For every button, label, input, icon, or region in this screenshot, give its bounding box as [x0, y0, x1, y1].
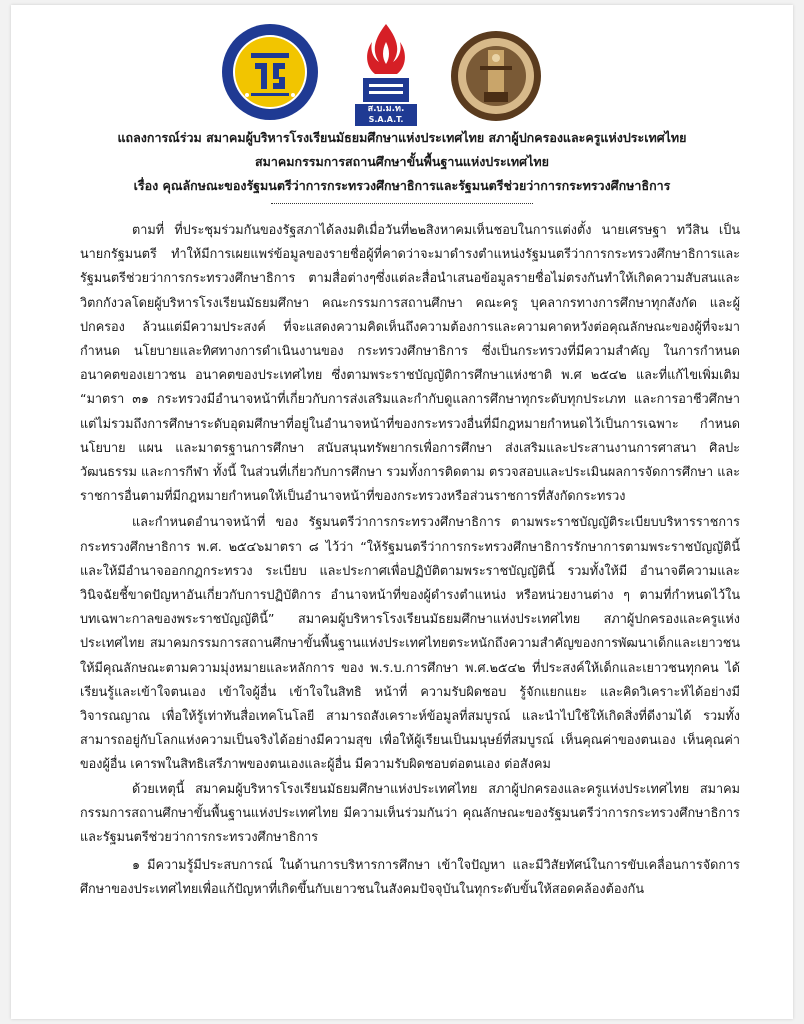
saat-thai-abbr: ส.บ.ม.ท. — [367, 104, 405, 114]
logo-row — [11, 20, 793, 130]
header-line-1: แถลงการณ์ร่วม สมาคมผู้บริหารโรงเรียนมัธยมศึกษาแห่งประเทศไทย สภาผู้ปกครองและครูแห่งประเทศไทย — [117, 130, 687, 145]
paragraph-1: ตามที่ ที่ประชุมร่วมกันของรัฐสภาได้ลงมติเมื่อวันที่๒๒สิงหาคมเห็นชอบในการแต่งตั้ง นายเศรษฐา ทวีสิน เป็นนายกรัฐมนตรี ทำให้มีการเผยแพร่ข้อมูลของรายชื่อผู้ที่คาดว่าจะมาดำรงตำแหน่งรัฐมนตรีว่าการกระทรวงศึกษาธิการและรัฐมนตรีช่วยว่าการกระทรวงศึกษาธิการ ตามสื่อต่างๆซึ่งแต่ละสื่อนำเสนอข้อมูลรายชื่อไม่ตรงกันทำให้เกิดความสับสนและวิตกกังวลโดยผู้บริหารโรงเรียนมัธยมศึกษา คณะกรรมการสถานศึกษา คณะครู บุคลากรทางการศึกษาทุกสังกัด และผู้ปกครอง ล้วนแต่มีความประสงค์ ที่จะแสดงความคิดเห็นถึงความต้องการและความคาดหวังต่อคุณลักษณะของผู้ที่จะมากำหนด นโยบายและทิศทางการดำเนินงานของ กระทรวงศึกษาธิการ ซึ่งเป็นกระทรวงที่มีความสำคัญ ในการกำหนดอนาคตของเยาวชน อนาคตของประเทศไทย ซึ่งตามพระราชบัญญัติการศึกษาแห่งชาติ พ.ศ ๒๕๔๒ และที่แก้ไขเพิ่มเติม “มาตรา ๓๑ กระทรวงมีอำนาจหน้าที่เกี่ยวกับการส่งเสริมและกำกับดูแลการศึกษาทุกระดับทุกประเภท และการอาชีวศึกษา แต่ไม่รวมถึงการศึกษาระดับอุดมศึกษาที่อยู่ในอำนาจหน้าที่ของกระทรวงอื่นที่มีกฎหมายกำหนดไว้เป็นการเฉพาะ กำหนดนโยบาย แผน และมาตรฐานการศึกษา สนับสนุนทรัพยากรเพื่อการศึกษา ส่งเสริมและประสานงานการศาสนา ศิลปะ วัฒนธรรม และการกีฬา ทั้งนี้ ในส่วนที่เกี่ยวกับการศึกษา รวมทั้งการติดตาม ตรวจสอบและประเมินผลการจัดการศึกษา และราชการอื่นตามที่มีกฎหมายกำหนดให้เป็นอำนาจหน้าที่ของกระทรวงหรือส่วนราชการที่สังกัดกระทรวง — [80, 222, 740, 504]
parents-teachers-council-logo — [450, 30, 542, 122]
saat-logo — [355, 20, 417, 126]
header-line-2: สมาคมกรรมการสถานศึกษาขั้นพื้นฐานแห่งประเทศไทย — [255, 154, 549, 169]
paragraph-3: ด้วยเหตุนี้ สมาคมผู้บริหารโรงเรียนมัธยมศึกษาแห่งประเทศไทย สภาผู้ปกครองและครูแห่งประเทศไทย สมาคมกรรมการสถานศึกษาขั้นพื้นฐานแห่งประเทศไทย มีความเห็นร่วมกันว่า คุณลักษณะของรัฐมนตรีว่าการกระทรวงศึกษาธิการและรัฐมนตรีช่วยว่าการกระทรวงศึกษาธิการ — [80, 780, 740, 845]
paragraph-4: ๑ มีความรู้มีประสบการณ์ ในด้านการบริหารการศึกษา เข้าใจปัญหา และมีวิสัยทัศน์ในการขับเคลื่อนการจัดการศึกษาของประเทศไทยเพื่อแก้ปัญหาที่เกิดขึ้นกับเยาวชนในสังคมปัจจุบันในทุกระดับขั้นให้สอดคล้องต้องกัน — [80, 857, 740, 897]
document-page — [11, 5, 793, 1019]
saat-english-abbr: S.A.A.T. — [368, 115, 404, 124]
document-body — [80, 218, 740, 902]
paragraph-2: และกำหนดอำนาจหน้าที่ ของ รัฐมนตรีว่าการกระทรวงศึกษาธิการ ตามพระราชบัญญัติระเบียบบริหารราชการกระทรวงศึกษาธิการ พ.ศ. ๒๕๔๖มาตรา ๘ ไว้ว่า “ให้รัฐมนตรีว่าการกระทรวงศึกษาธิการรักษาการตามพระราชบัญญัตินี้ และให้มีอำนาจออกกฎกระทรวง ระเบียบ และประกาศเพื่อปฏิบัติตามพระราชบัญญัตินี้ รวมทั้งให้มี อำนาจตีความและวินิจฉัยชี้ขาดปัญหาอันเกี่ยวกับการปฏิบัติการ อำนาจหน้าที่ของผู้ดำรงตำแหน่ง หรือหน่วยงานต่าง ๆ ตามที่กำหนดไว้ในบทเฉพาะกาลของพระราชบัญญัตินี้” สมาคมผู้บริหารโรงเรียนมัธยมศึกษาแห่งประเทศไทย สภาผู้ปกครองและครูแห่งประเทศไทย สมาคมกรรมการสถานศึกษาขั้นพื้นฐานแห่งประเทศไทยตระหนักถึงความสำคัญของการพัฒนาเด็กและเยาวชนให้มีคุณลักษณะตามความมุ่งหมายและหลักการ ของ พ.ร.บ.การศึกษา พ.ศ.๒๕๔๒ ที่ประสงค์ให้เด็กและเยาวชนทุกคน ได้เรียนรู้และเข้าใจตนเอง เข้าใจผู้อื่น เข้าใจในสิทธิ หน้าที่ ความรับผิดชอบ รู้จักแยกแยะ และคิดวิเคราะห์ได้อย่างมีวิจารณญาณ เพื่อให้รู้เท่าทันสื่อเทคโนโลยี สามารถสังเคราะห์ข้อมูลที่สมบูรณ์ และนำไปใช้ให้เกิดสิ่งที่ดีงามได้ รวมทั้งสามารถอยู่กับโลกแห่งความเป็นจริงได้อย่างมีความสุข เพื่อให้ผู้เรียนเป็นมนุษย์ที่สมบูรณ์ เห็นคุณค่าของตนเอง เห็นคุณค่าของผู้อื่น เคารพในสิทธิเสรีภาพของตนเองและผู้อื่น มีความรับผิดชอบต่อตนเอง ต่อสังคม — [80, 514, 740, 772]
header-divider — [271, 203, 533, 204]
school-administrators-association-logo — [221, 23, 319, 121]
header-title: เรื่อง คุณลักษณะของรัฐมนตรีว่าการกระทรวงศึกษาธิการและรัฐมนตรีช่วยว่าการกระทรวงศึกษาธิการ — [133, 178, 671, 193]
document-header — [11, 126, 793, 198]
